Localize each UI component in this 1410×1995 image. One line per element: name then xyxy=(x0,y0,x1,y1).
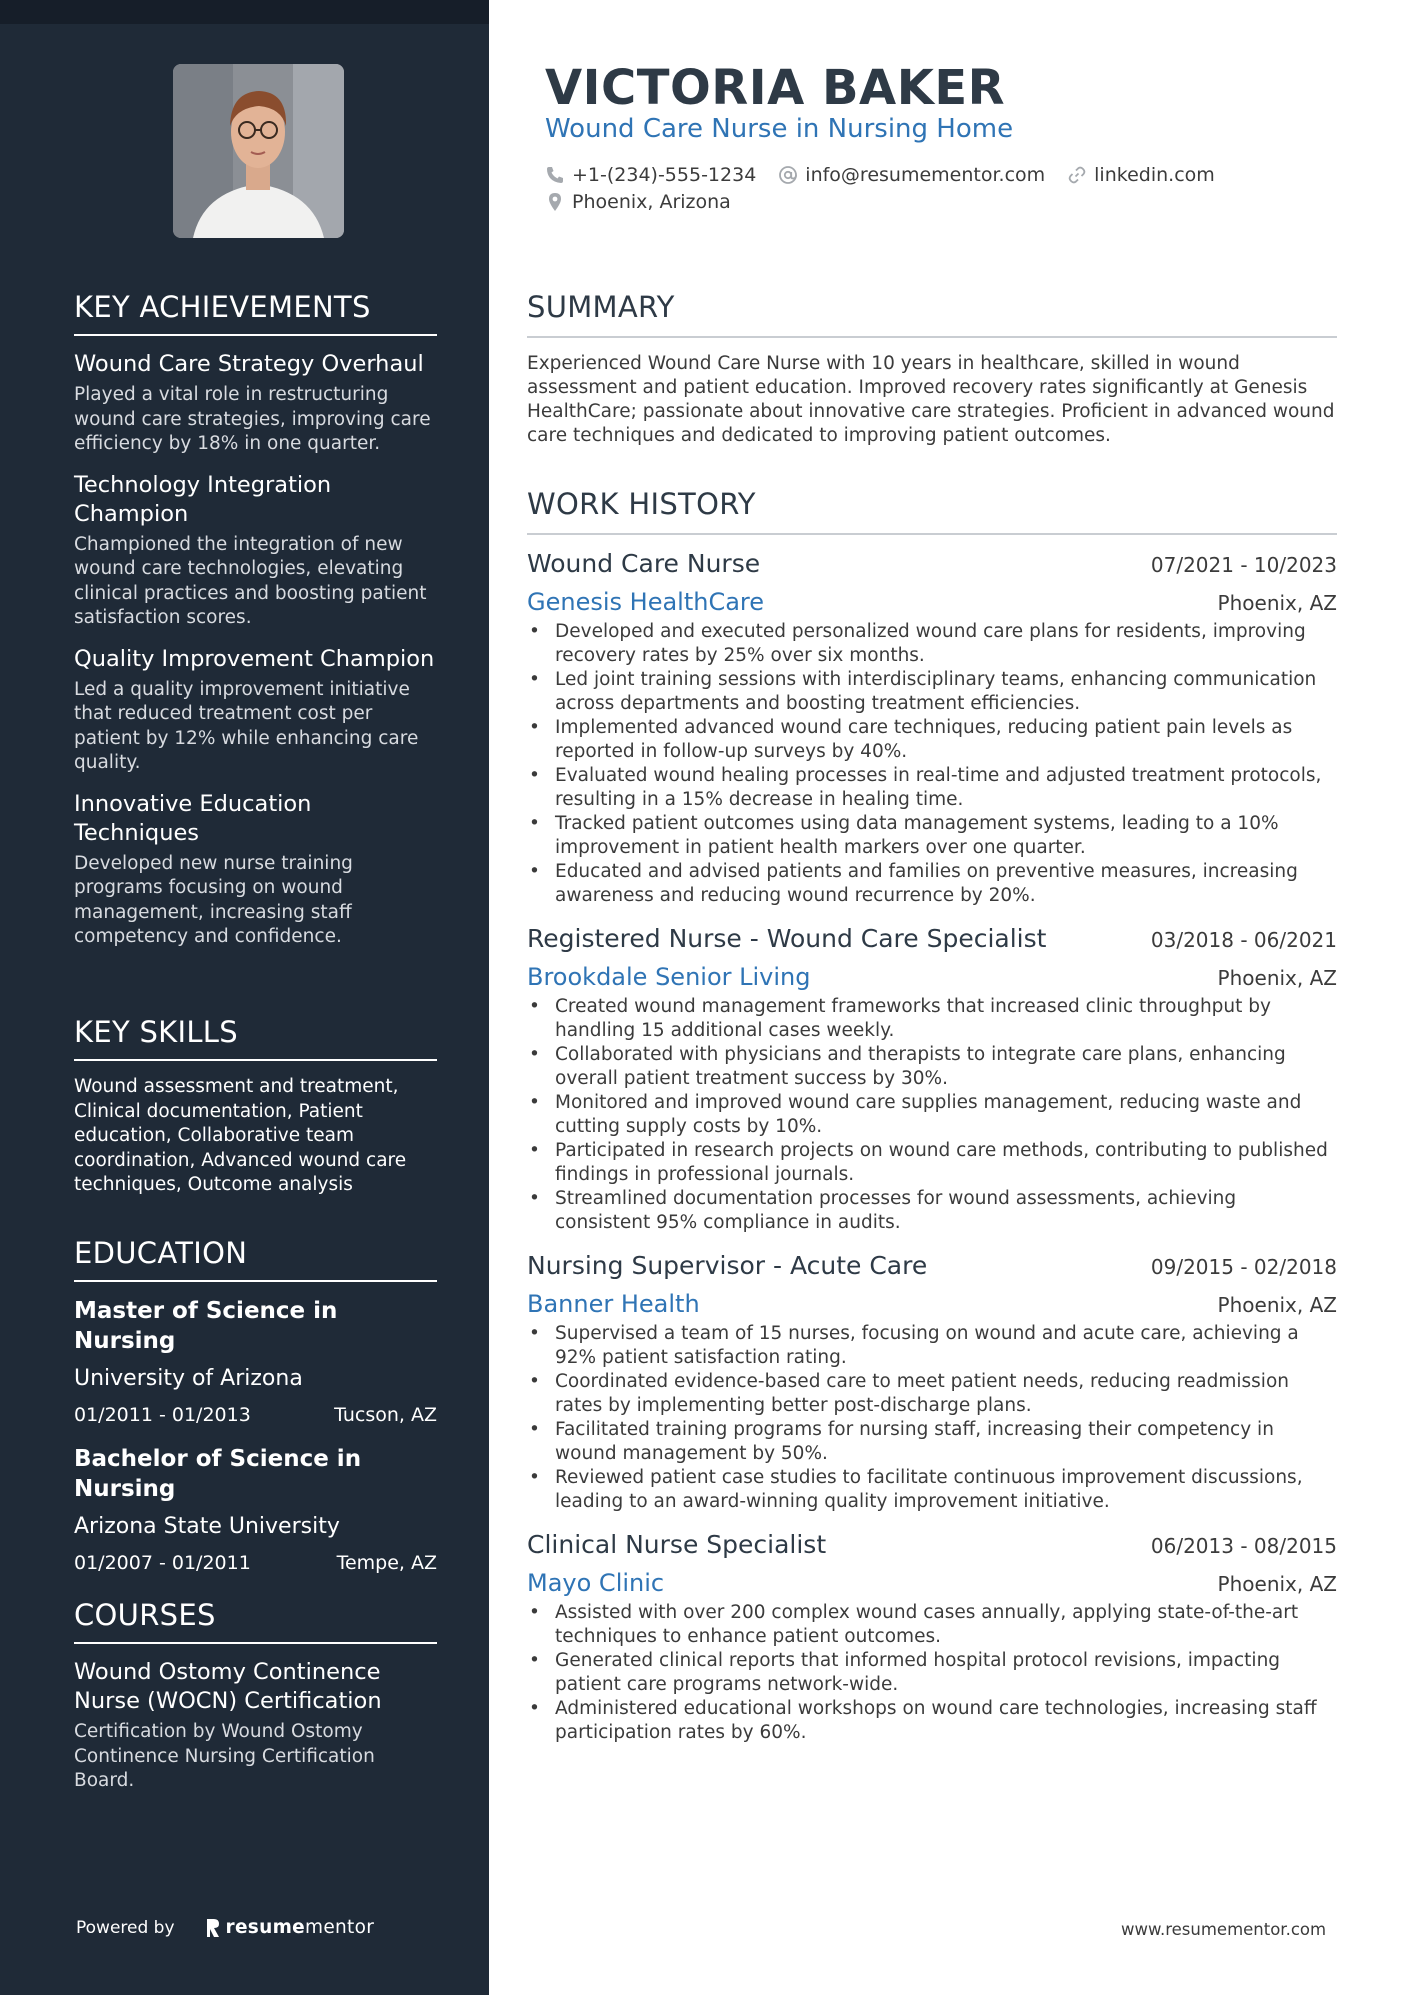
edu-school: University of Arizona xyxy=(74,1366,303,1391)
education-section xyxy=(74,1236,437,1574)
job-bullet: • Participated in research projects on wound care methods, contributing to published findings in professional journals. xyxy=(527,1139,1337,1187)
job-location: Phoenix, AZ xyxy=(1217,591,1337,615)
job-entry xyxy=(527,924,1337,1235)
job-bullet: • Reviewed patient case studies to facilitate continuous improvement discussions, leading to an award-winning quality improvement initiative. xyxy=(527,1466,1337,1514)
job-bullet: • Streamlined documentation processes for wound assessments, achieving consistent 95% compliance in audits. xyxy=(527,1187,1337,1235)
work-history-section xyxy=(527,487,1337,1761)
location-pin-icon xyxy=(545,192,565,212)
job-bullet: • Evaluated wound healing processes in real-time and adjusted treatment protocols, resulting in a 15% decrease in healing time. xyxy=(527,764,1337,812)
candidate-name: VICTORIA BAKER xyxy=(545,60,1006,116)
linkedin-text: linkedin.com xyxy=(1094,164,1215,186)
contact-row-2 xyxy=(545,191,731,213)
job-bullet: • Created wound management frameworks that increased clinic throughput by handling 15 additional cases weekly. xyxy=(527,995,1337,1043)
job-bullet: • Administered educational workshops on wound care technologies, increasing staff participation rates by 60%. xyxy=(527,1697,1337,1745)
course-title: Wound Ostomy Continence Nurse (WOCN) Certification xyxy=(74,1659,382,1714)
achievement-desc: Championed the integration of new wound care technologies, elevating clinical practices and boosting patient satisfaction scores. xyxy=(74,533,427,628)
achievement-title: Innovative Education Techniques xyxy=(74,790,312,846)
summary-heading: SUMMARY xyxy=(527,290,1337,338)
contact-row xyxy=(545,164,1215,186)
job-bullet: • Tracked patient outcomes using data management systems, leading to a 10% improvement in patient health markers over one quarter. xyxy=(527,812,1337,860)
achievement-title: Technology Integration Champion xyxy=(74,471,332,527)
job-bullet: • Educated and advised patients and families on preventive measures, increasing awareness and reducing wound recurrence by 20%. xyxy=(527,860,1337,908)
education-heading: EDUCATION xyxy=(74,1236,437,1282)
email-text: info@resumementor.com xyxy=(805,164,1046,186)
achievements-heading: KEY ACHIEVEMENTS xyxy=(74,290,437,336)
brand-logo xyxy=(205,1917,375,1938)
edu-dates: 01/2007 - 01/2011 xyxy=(74,1552,251,1574)
job-bullets xyxy=(527,1601,1337,1745)
skills-section xyxy=(74,1015,437,1198)
contact-linkedin[interactable] xyxy=(1067,164,1215,186)
job-company: Brookdale Senior Living xyxy=(527,963,811,991)
link-icon xyxy=(1067,165,1087,185)
location-text: Phoenix, Arizona xyxy=(572,191,731,213)
skills-heading: KEY SKILLS xyxy=(74,1015,437,1061)
phone-text: +1-(234)-555-1234 xyxy=(572,164,757,186)
job-bullet: • Coordinated evidence-based care to meet patient needs, reducing readmission rates by implementing better post-discharge plans. xyxy=(527,1370,1337,1418)
footer-url[interactable]: www.resumementor.com xyxy=(1121,1920,1327,1939)
course-item xyxy=(74,1658,437,1794)
achievement-item xyxy=(74,645,437,776)
job-bullets xyxy=(527,995,1337,1235)
job-bullets xyxy=(527,620,1337,908)
job-company: Genesis HealthCare xyxy=(527,588,765,616)
edu-school: Arizona State University xyxy=(74,1514,340,1539)
resumementor-logo-icon xyxy=(205,1918,220,1938)
job-bullet: • Led joint training sessions with interdisciplinary teams, enhancing communication across departments and boosting treatment efficiencies. xyxy=(527,668,1337,716)
edu-dates: 01/2011 - 01/2013 xyxy=(74,1404,251,1426)
powered-by xyxy=(76,1917,374,1938)
job-company: Banner Health xyxy=(527,1290,700,1318)
sidebar-top-bar xyxy=(0,0,489,24)
job-bullet: • Implemented advanced wound care techniques, reducing patient pain levels as reported in follow-up surveys by 40%. xyxy=(527,716,1337,764)
job-entry xyxy=(527,549,1337,908)
contact-email[interactable] xyxy=(778,164,1045,186)
job-company: Mayo Clinic xyxy=(527,1569,665,1597)
edu-location: Tempe, AZ xyxy=(336,1552,437,1574)
skills-list: Wound assessment and treatment, Clinical documentation, Patient education, Collaborative team coordination, Advanced wound care techniques, Outcome analysis xyxy=(74,1076,407,1195)
courses-heading: COURSES xyxy=(74,1598,437,1644)
job-location: Phoenix, AZ xyxy=(1217,1293,1337,1317)
summary-text: Experienced Wound Care Nurse with 10 years in healthcare, skilled in wound assessment and patient education. Improved recovery rates significantly at Genesis HealthCare; passionate about innovative care strategies. Proficient in advanced wound care techniques and dedicated to improving patient outcomes. xyxy=(527,353,1335,446)
job-title: Clinical Nurse Specialist xyxy=(527,1530,827,1559)
education-item xyxy=(74,1296,437,1426)
job-bullet: • Assisted with over 200 complex wound cases annually, applying state-of-the-art techniques to enhance patient outcomes. xyxy=(527,1601,1337,1649)
education-item xyxy=(74,1444,437,1574)
brand-bold: resume xyxy=(225,1917,306,1938)
achievements-section xyxy=(74,290,437,964)
achievement-item xyxy=(74,471,437,631)
at-sign-icon xyxy=(778,165,798,185)
achievement-item xyxy=(74,790,437,950)
job-bullet: • Collaborated with physicians and therapists to integrate care plans, enhancing overall patient treatment success by 30%. xyxy=(527,1043,1337,1091)
courses-section xyxy=(74,1598,437,1794)
achievement-desc: Led a quality improvement initiative that reduced treatment cost per patient by 12% while enhancing care quality. xyxy=(74,678,419,773)
job-bullet: • Developed and executed personalized wound care plans for residents, improving recovery rates by 25% over six months. xyxy=(527,620,1337,668)
contact-phone[interactable] xyxy=(545,164,756,186)
job-bullet: • Facilitated training programs for nursing staff, increasing their competency in wound management by 50%. xyxy=(527,1418,1337,1466)
candidate-role: Wound Care Nurse in Nursing Home xyxy=(545,114,1014,144)
work-history-heading: WORK HISTORY xyxy=(527,487,1337,535)
job-entry xyxy=(527,1251,1337,1514)
job-bullet: • Monitored and improved wound care supplies management, reducing waste and cutting supply costs by 10%. xyxy=(527,1091,1337,1139)
job-dates: 07/2021 - 10/2023 xyxy=(1150,553,1337,577)
brand-rest: mentor xyxy=(305,1917,375,1938)
job-bullet: • Generated clinical reports that informed hospital protocol revisions, impacting patient care programs network-wide. xyxy=(527,1649,1337,1697)
job-dates: 03/2018 - 06/2021 xyxy=(1150,928,1337,952)
job-bullets xyxy=(527,1322,1337,1514)
job-title: Wound Care Nurse xyxy=(527,549,761,578)
job-location: Phoenix, AZ xyxy=(1217,966,1337,990)
achievement-desc: Played a vital role in restructuring wound care strategies, improving care efficiency by 18% in one quarter. xyxy=(74,384,431,454)
achievement-title: Wound Care Strategy Overhaul xyxy=(74,351,424,377)
job-dates: 09/2015 - 02/2018 xyxy=(1150,1255,1337,1279)
contact-location xyxy=(545,191,731,213)
profile-photo xyxy=(173,64,344,238)
edu-degree: Master of Science in Nursing xyxy=(74,1298,338,1354)
job-bullet: • Supervised a team of 15 nurses, focusing on wound and acute care, achieving a 92% patient satisfaction rating. xyxy=(527,1322,1337,1370)
job-title: Registered Nurse - Wound Care Specialist xyxy=(527,924,1047,953)
edu-degree: Bachelor of Science in Nursing xyxy=(74,1446,362,1502)
job-title: Nursing Supervisor - Acute Care xyxy=(527,1251,928,1280)
powered-by-label: Powered by xyxy=(76,1917,175,1938)
achievement-desc: Developed new nurse training programs focusing on wound management, increasing staff competency and confidence. xyxy=(74,852,353,947)
edu-location: Tucson, AZ xyxy=(334,1404,437,1426)
sidebar xyxy=(0,0,489,1995)
job-location: Phoenix, AZ xyxy=(1217,1572,1337,1596)
course-desc: Certification by Wound Ostomy Continence Nursing Certification Board. xyxy=(74,1721,375,1791)
summary-section xyxy=(527,290,1337,448)
achievement-item xyxy=(74,350,437,457)
job-dates: 06/2013 - 08/2015 xyxy=(1150,1534,1337,1558)
phone-icon xyxy=(545,165,565,185)
achievement-title: Quality Improvement Champion xyxy=(74,645,435,672)
job-entry xyxy=(527,1530,1337,1745)
